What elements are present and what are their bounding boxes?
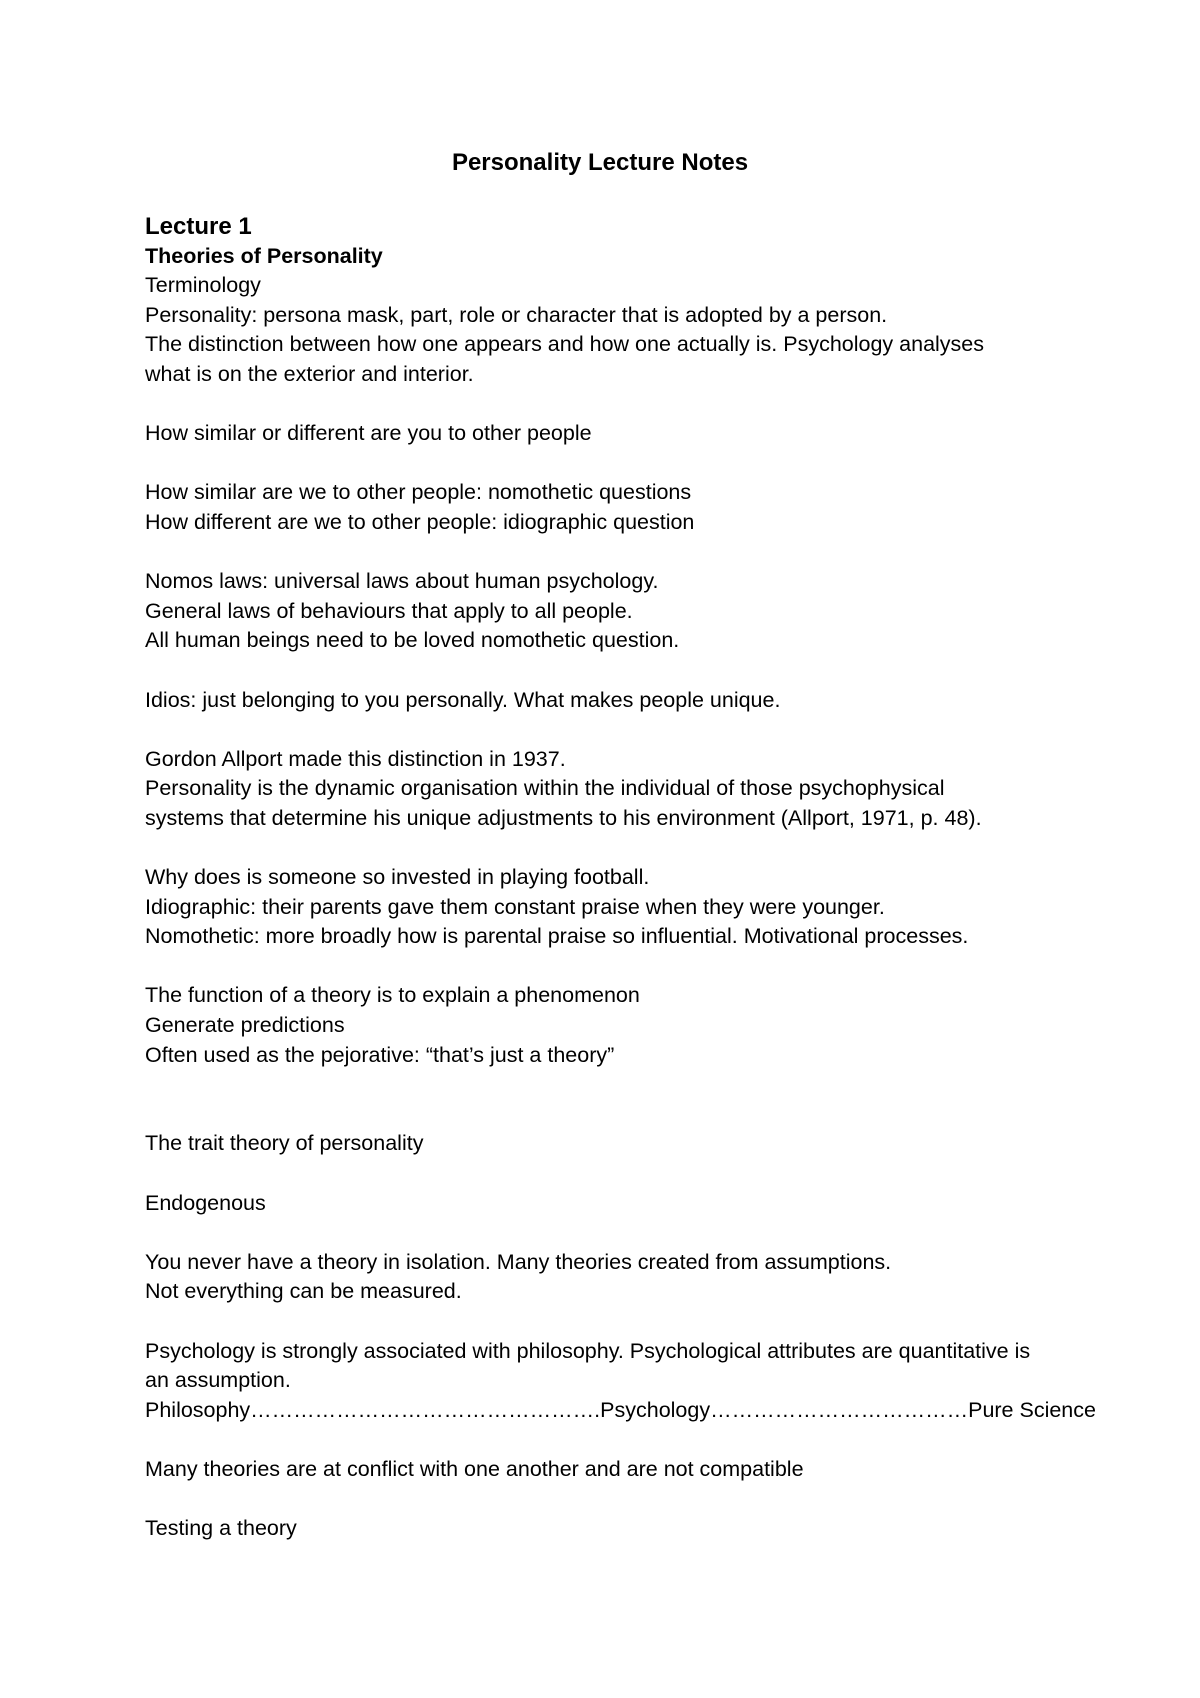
text-line: All human beings need to be loved nomothetic question. — [145, 628, 680, 653]
paragraph-gap — [145, 538, 1085, 568]
text-line: Personality: persona mask, part, role or character that is adopted by a person. — [145, 302, 888, 327]
paragraph-gap — [145, 390, 1085, 420]
text-line: You never have a theory in isolation. Many theories created from assumptions. — [145, 1249, 892, 1274]
text-line: Idiographic: their parents gave them constant praise when they were younger. — [145, 894, 885, 919]
text-line: How similar are we to other people: nomothetic questions — [145, 480, 692, 505]
lecture-heading: Lecture 1 — [145, 213, 252, 240]
text-line: Psychology is strongly associated with philosophy. Psychological attributes are quantitative is — [145, 1338, 1031, 1363]
text-line: General laws of behaviours that apply to all people. — [145, 598, 633, 623]
text-line: systems that determine his unique adjustments to his environment (Allport, 1971, p. 48). — [145, 805, 982, 830]
text-line: The trait theory of personality — [145, 1131, 424, 1156]
text-line: The function of a theory is to explain a phenomenon — [145, 983, 640, 1008]
paragraph-gap — [145, 1218, 1085, 1248]
paragraph-gap — [145, 656, 1085, 686]
paragraph-gap — [145, 1425, 1085, 1455]
paragraph-gap — [145, 1485, 1085, 1515]
text-line: Generate predictions — [145, 1013, 345, 1038]
text-line: Idios: just belonging to you personally. What makes people unique. — [145, 687, 781, 712]
document-title: Personality Lecture Notes — [451, 149, 749, 176]
text-line: How similar or different are you to other people — [145, 421, 592, 446]
text-line: Often used as the pejorative: “that’s just a theory” — [145, 1042, 615, 1067]
text-line: Terminology — [145, 273, 261, 298]
document-body — [145, 212, 1096, 1544]
text-line: Nomothetic: more broadly how is parental praise so influential. Motivational processes. — [145, 924, 969, 949]
paragraph-gap — [145, 833, 1085, 863]
text-line: Nomos laws: universal laws about human psychology. — [145, 569, 659, 594]
paragraph-gap — [145, 952, 1085, 982]
text-line: Philosophy………………………………………….Psychology………………………………Pure Science — [145, 1397, 1096, 1422]
text-line: Endogenous — [145, 1190, 266, 1215]
text-line: Not everything can be measured. — [145, 1279, 462, 1304]
paragraph-gap — [145, 449, 1085, 479]
text-line: Gordon Allport made this distinction in 1937. — [145, 746, 566, 771]
text-line: How different are we to other people: idiographic question — [145, 509, 695, 534]
text-line: The distinction between how one appears and how one actually is. Psychology analyses — [145, 332, 985, 357]
paragraph-gap — [145, 715, 1085, 745]
text-line: Testing a theory — [145, 1516, 297, 1541]
paragraph-gap — [145, 1070, 1085, 1129]
text-line: Why does is someone so invested in playing football. — [145, 865, 650, 890]
text-line: what is on the exterior and interior. — [145, 361, 474, 386]
text-line: an assumption. — [145, 1368, 291, 1393]
section-heading: Theories of Personality — [145, 243, 383, 268]
text-line: Many theories are at conflict with one another and are not compatible — [145, 1456, 804, 1481]
paragraph-gap — [145, 1307, 1085, 1337]
text-line: Personality is the dynamic organisation within the individual of those psychophysical — [145, 776, 945, 801]
paragraph-gap — [145, 1159, 1085, 1189]
